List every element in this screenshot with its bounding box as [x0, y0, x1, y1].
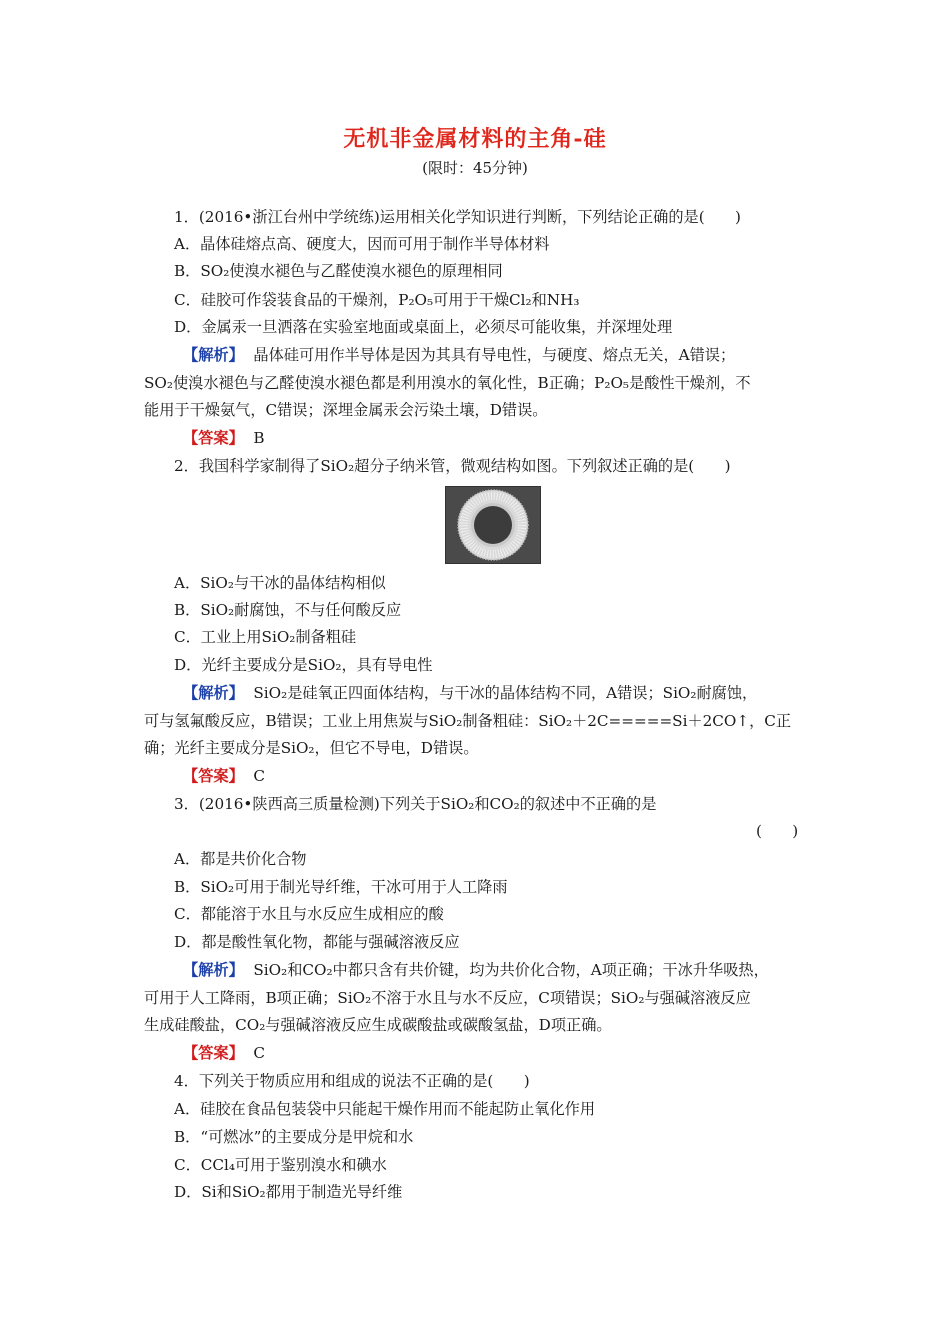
analysis-tag: 【解析】 — [183, 346, 244, 364]
time-limit: (限时：45分钟) — [422, 159, 528, 177]
nanotube-image — [446, 487, 540, 563]
q2-analysis-line3: 确；光纤主要成分是SiO₂，但它不导电，D错误。 — [144, 739, 479, 757]
q1-analysis-line3: 能用于干燥氨气，C错误；深埋金属汞会污染土壤，D错误。 — [144, 401, 548, 419]
q1-option-b: B．SO₂使溴水褪色与乙醛使溴水褪色的原理相同 — [174, 262, 503, 280]
analysis-tag: 【解析】 — [183, 961, 244, 979]
q4-option-b: B．“可燃冰”的主要成分是甲烷和水 — [174, 1128, 414, 1146]
q2-option-a: A．SiO₂与干冰的晶体结构相似 — [174, 574, 386, 592]
q3-stem: 3．(2016•陕西高三质量检测)下列关于SiO₂和CO₂的叙述中不正确的是 — [174, 795, 657, 813]
q1-analysis-line2: SO₂使溴水褪色与乙醛使溴水褪色都是利用溴水的氧化性，B正确；P₂O₅是酸性干燥剂，不 — [144, 374, 751, 392]
q2-analysis-line1 — [183, 683, 757, 703]
q2-answer: C — [253, 767, 266, 785]
q3-answer: C — [253, 1044, 266, 1062]
q2-stem: 2．我国科学家制得了SiO₂超分子纳米管，微观结构如图。下列叙述正确的是( ) — [174, 457, 731, 475]
q1-option-c: C．硅胶可作袋装食品的干燥剂，P₂O₅可用于干燥Cl₂和NH₃ — [174, 291, 580, 309]
answer-tag: 【答案】 — [183, 429, 244, 447]
q3-option-c: C．都能溶于水且与水反应生成相应的酸 — [174, 905, 444, 923]
q2-option-d: D．光纤主要成分是SiO₂，具有导电性 — [174, 656, 433, 674]
analysis-tag: 【解析】 — [183, 684, 244, 702]
q4-option-c: C．CCl₄可用于鉴别溴水和碘水 — [174, 1156, 387, 1174]
q1-stem: 1．(2016•浙江台州中学统练)运用相关化学知识进行判断，下列结论正确的是( ) — [174, 208, 741, 226]
q1-answer-line — [183, 428, 265, 448]
q3-option-a: A．都是共价化合物 — [174, 850, 307, 868]
q4-stem: 4．下列关于物质应用和组成的说法不正确的是( ) — [174, 1072, 530, 1090]
q3-answer-line — [183, 1043, 265, 1063]
nanotube-figure — [445, 486, 541, 564]
q2-option-b: B．SiO₂耐腐蚀，不与任何酸反应 — [174, 601, 402, 619]
q1-answer: B — [253, 429, 265, 447]
q3-answer-bracket: ( ) — [756, 822, 799, 840]
q1-analysis-line1 — [183, 345, 735, 365]
q3-option-b: B．SiO₂可用于制光导纤维，干冰可用于人工降雨 — [174, 878, 508, 896]
q2-answer-line — [183, 766, 265, 786]
q3-analysis-line1 — [183, 960, 769, 980]
page-title: 无机非金属材料的主角-硅 — [343, 126, 607, 152]
q3-analysis-line2: 可用于人工降雨，B项正确；SiO₂不溶于水且与水不反应，C项错误；SiO₂与强碱溶液反应 — [144, 989, 751, 1007]
answer-tag: 【答案】 — [183, 767, 244, 785]
answer-tag: 【答案】 — [183, 1044, 244, 1062]
q4-option-d: D．Si和SiO₂都用于制造光导纤维 — [174, 1183, 403, 1201]
q1-option-a: A．晶体硅熔点高、硬度大，因而可用于制作半导体材料 — [174, 235, 550, 253]
q4-option-a: A．硅胶在食品包装袋中只能起干燥作用而不能起防止氧化作用 — [174, 1100, 596, 1118]
q1-analysis-text1: 晶体硅可用作半导体是因为其具有导电性，与硬度、熔点无关，A错误； — [253, 346, 736, 364]
q1-option-d: D．金属汞一旦洒落在实验室地面或桌面上，必须尽可能收集，并深埋处理 — [174, 318, 673, 336]
q3-option-d: D．都是酸性氧化物，都能与强碱溶液反应 — [174, 933, 460, 951]
q3-analysis-text1: SiO₂和CO₂中都只含有共价键，均为共价化合物，A项正确；干冰升华吸热， — [253, 961, 769, 979]
q2-option-c: C．工业上用SiO₂制备粗硅 — [174, 628, 357, 646]
q2-analysis-line2: 可与氢氟酸反应，B错误；工业上用焦炭与SiO₂制备粗硅：SiO₂＋2C=====Si＋2CO↑，C正 — [144, 712, 792, 730]
q2-analysis-text1: SiO₂是硅氧正四面体结构，与干冰的晶体结构不同，A错误；SiO₂耐腐蚀， — [253, 684, 758, 702]
q3-analysis-line3: 生成硅酸盐，CO₂与强碱溶液反应生成碳酸盐或碳酸氢盐，D项正确。 — [144, 1016, 612, 1034]
